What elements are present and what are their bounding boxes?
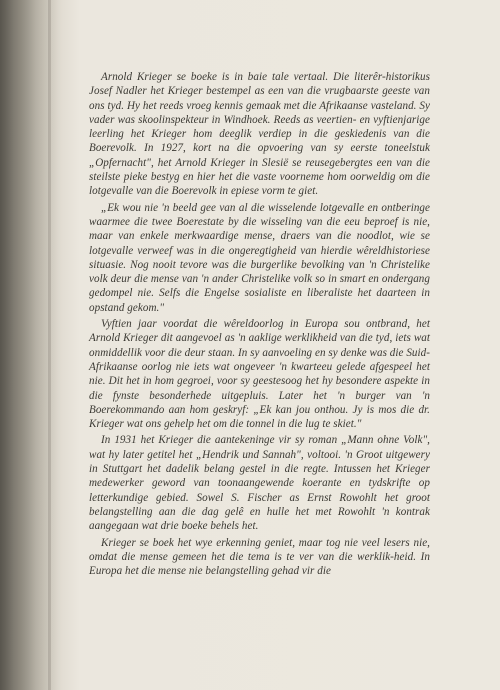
paragraph-3: Vyftien jaar voordat die wêreldoorlog in Europa sou ontbrand, het Arnold Krieger dit aangevoel as 'n aaklige werklikheid van die tyd, iets wat onmiddellik voor die deur staan. In sy aanvoeling en sy denke was die Suid-Afrikaanse oorlog nie iets wat ongeveer 'n kwarteeu gelede afgespeel het nie. Dit het in hom gegroei, voor sy geestesoog het hy besondere aspekte in die fynste besonderhede uitgepluis. Later het 'n burger van 'n Boerekommando aan hom geskryf: „Ek kan jou onthou. Jy is mos die dr. Krieger wat ons gehelp het om die tonnel in die lug te skiet." [89, 318, 430, 431]
paragraph-2: „Ek wou nie 'n beeld gee van al die wisselende lotgevalle en ontberinge waarmee die twee Boerestate by die wisseling van die eeu beproef is nie, maar van enkele merkwaardige mense, draers van die noodlot, wie se lotgevalle verweef was in die ongeregtigheid van hierdie wêreldhistoriese situasie. Nog nooit tevore was die burgerlike bevolking van 'n Christelike volk deur die mense van 'n ander Christelike volk so in smart en ondergang gedompel nie. Selfs die Engelse sosialiste en liberaliste het daarteen in opstand gekom." [89, 201, 430, 314]
body-text [89, 70, 430, 580]
paragraph-4: In 1931 het Krieger die aantekeninge vir sy roman „Mann ohne Volk", wat hy later getitel het „Hendrik und Sannah", voltooi. 'n Groot uitgewery in Stuttgart het dadelik belang gestel in die regte. Intussen het Krieger medewerker geword van toonaangewende koerante en tydskrifte op letterkundige gebied. Sowel S. Fischer as Ernst Rowohlt het groot belangstelling aan die dag gelê en hulle het met Rowohlt 'n kontrak aangegaan wat drie boeke behels het. [89, 434, 430, 533]
paragraph-1: Arnold Krieger se boeke is in baie tale vertaal. Die literêr-historikus Josef Nadler het Krieger bestempel as een van die vrugbaarste geeste van ons tyd. Hy het reeds vroeg kennis gemaak met die Afrikaanse vasteland. Sy vader was skoolinspekteur in Windhoek. Reeds as veertien- en vyftienjarige leerling het Krieger hom deeglik verdiep in die geskiedenis van die Boerevolk. In 1927, kort na die opvoering van sy eerste toneelstuk „Opfernacht", het Arnold Krieger in Slesië se reusegebergtes een van die steilste pieke bestyg en hier het die vaste voorneme hom oorweldig om die lotgevalle van die Boerevolk in epiese vorm te giet. [89, 71, 430, 198]
paragraph-5: Krieger se boek het wye erkenning geniet, maar tog nie veel lesers nie, omdat die mense gemeen het die tema is te ver van die werklik-heid. In Europa het die mense nie belangstelling gehad vir die [89, 536, 430, 578]
page-fold-line [48, 0, 51, 690]
